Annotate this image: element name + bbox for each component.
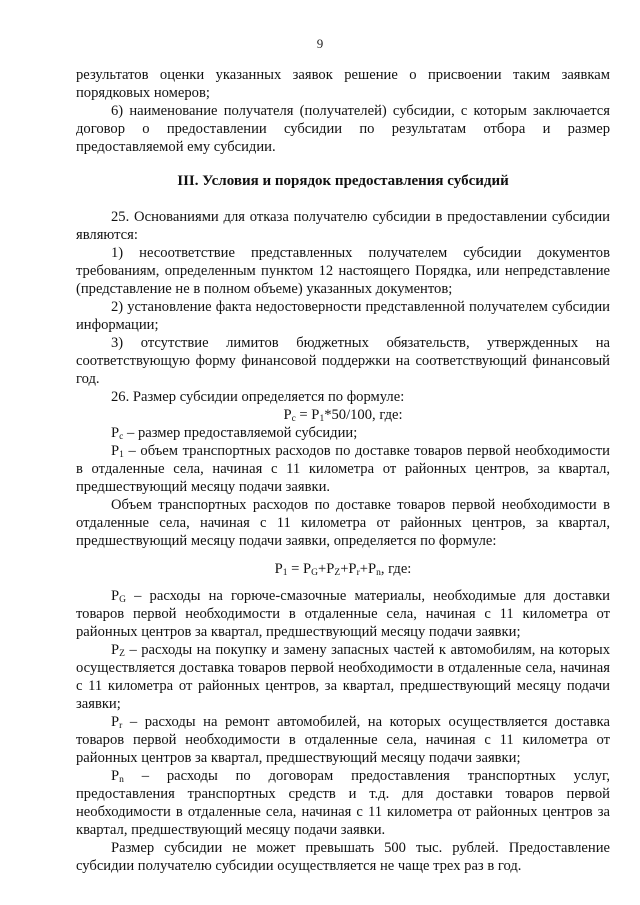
paragraph-25-item-1: 1) несоответствие представленных получателем субсидии документов требованиям, определенным пунктом 12 настоящего Порядка, или непредставление (представление не в полном объеме) указанных документов; bbox=[76, 245, 610, 297]
page-number: 9 bbox=[316, 36, 324, 51]
document-body bbox=[76, 66, 610, 875]
definition-p1: $P_1$ – объем транспортных расходов по доставке товаров первой необходимости в отдаленные села, начиная с 11 километра от районных центров, за квартал, предшествующий месяцу подачи заявки. bbox=[76, 443, 610, 495]
formula-subsidy: $P_c = P_1*50/100$, где: bbox=[283, 407, 403, 424]
paragraph-26: 26. Размер субсидии определяется по формуле: bbox=[111, 389, 405, 405]
section-heading: III. Условия и порядок предоставления субсидий bbox=[177, 173, 509, 189]
definition-pr: $P_r$ – расходы на ремонт автомобилей, на которых осуществляется доставка товаров первой необходимости в отдаленные села, начиная с 11 километра от районных центров за квартал, предшествующий месяцу подачи заявки; bbox=[76, 714, 610, 766]
paragraph-25-item-3: 3) отсутствие лимитов бюджетных обязательств, утвержденных на соответствующую форму финансовой поддержки на соответствующий финансовый год. bbox=[76, 335, 610, 387]
paragraph-25: 25. Основаниями для отказа получателю субсидии в предоставлении субсидии являются: bbox=[76, 209, 610, 243]
definition-pc: $P_c$ – размер предоставляемой субсидии; bbox=[111, 425, 358, 442]
paragraph-continuation: результатов оценки указанных заявок решение о присвоении таким заявкам порядковых номеров; bbox=[76, 67, 610, 101]
paragraph-limit: Размер субсидии не может превышать 500 тыс. рублей. Предоставление субсидии получателю субсидии осуществляется не чаще трех раз в год. bbox=[76, 840, 610, 874]
definition-pz: $P_Z$ – расходы на покупку и замену запасных частей к автомобилям, на которых осуществляется доставка товаров первой необходимости в отдаленные села, начиная с 11 километра от районных центров, за квартал, предшествующий месяцу подачи заявки; bbox=[76, 642, 610, 712]
formula-volume: $P_1 = P_G+P_Z+P_r+P_n$, где: bbox=[274, 561, 412, 578]
definition-pn: $P_n$ – расходы по договорам предоставления транспортных услуг, предоставления транспортных средств и т.д. для доставки товаров первой необходимости в отдаленные села, начиная с 11 километра от районных центров за квартал, предшествующий месяцу подачи заявки. bbox=[76, 768, 610, 838]
paragraph-item-6: 6) наименование получателя (получателей) субсидии, с которым заключается договор о предоставлении субсидии по результатам отбора и размер предоставляемой ему субсидии. bbox=[76, 103, 610, 155]
paragraph-25-item-2: 2) установление факта недостоверности представленной получателем субсидии информации; bbox=[76, 299, 610, 333]
definition-pg: $P_G$ – расходы на горюче-смазочные материалы, необходимые для доставки товаров первой необходимости в отдаленные села, начиная с 11 километра от районных центров за квартал, предшествующий месяцу подачи заявки; bbox=[76, 588, 610, 640]
paragraph-volume: Объем транспортных расходов по доставке товаров первой необходимости в отдаленные села, начиная с 11 километра от районных центров, за квартал, предшествующий месяцу подачи заявки, определяется по формуле: bbox=[76, 497, 610, 549]
